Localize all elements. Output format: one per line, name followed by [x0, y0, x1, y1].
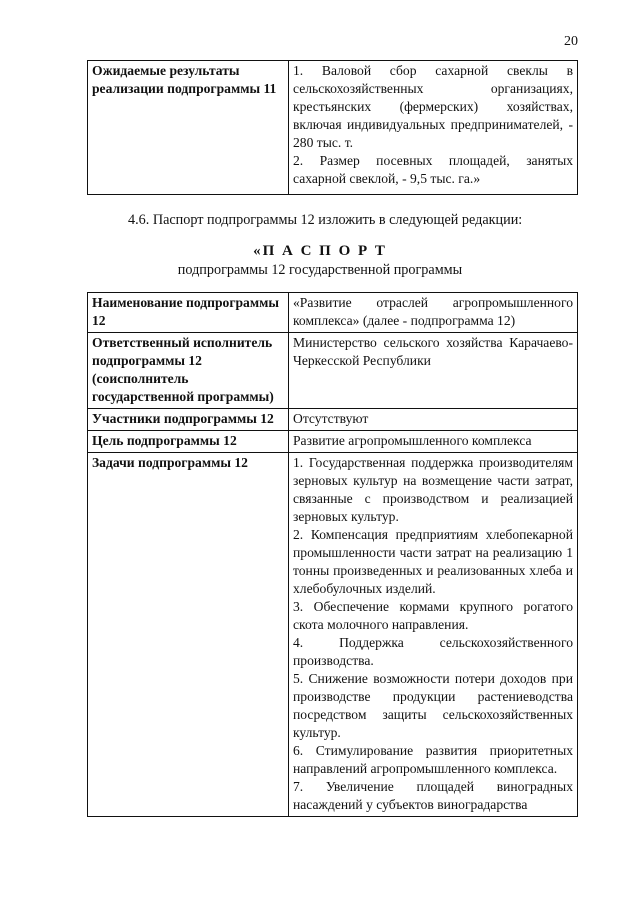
- list-item: 2. Размер посевных площадей, занятых сахарной свеклой, - 9,5 тыс. га.»: [293, 153, 573, 186]
- row-value: [289, 333, 578, 409]
- row-label: Ожидаемые результаты реализации подпрограммы 11: [88, 61, 289, 195]
- page-number: 20: [564, 34, 578, 49]
- list-item: 1. Государственная поддержка производителям зерновых культур на возмещение части затрат, связанные с производством и реализацией зерновых культур.: [293, 455, 573, 524]
- list-item: 7. Увеличение площадей виноградных насаждений у субъектов виноградарства: [293, 779, 573, 812]
- table-row: [88, 293, 578, 333]
- list-item: Отсутствуют: [293, 411, 369, 426]
- results-table: [87, 60, 578, 195]
- row-label: Задачи подпрограммы 12: [88, 453, 289, 817]
- row-value: [289, 409, 578, 431]
- list-item: «Развитие отраслей агропромышленного комплекса» (далее - подпрограмма 12): [293, 295, 573, 328]
- list-item: 1. Валовой сбор сахарной свеклы в сельскохозяйственных организациях, крестьянских (фермерских) хозяйствах, включая индивидуальных предпринимателей, - 280 тыс. т.: [293, 63, 573, 150]
- row-value: [289, 61, 578, 195]
- passport-table: [87, 292, 578, 817]
- row-label: Участники подпрограммы 12: [88, 409, 289, 431]
- list-item: 3. Обеспечение кормами крупного рогатого скота молочного направления.: [293, 599, 573, 632]
- table-row: [88, 333, 578, 409]
- row-value: [289, 453, 578, 817]
- section-note: 4.6. Паспорт подпрограммы 12 изложить в следующей редакции:: [128, 212, 523, 228]
- row-label: Наименование подпрограммы 12: [88, 293, 289, 333]
- list-item: Развитие агропромышленного комплекса: [293, 433, 532, 448]
- list-item: 6. Стимулирование развития приоритетных направлений агропромышленного комплекса.: [293, 743, 573, 776]
- row-label: Ответственный исполнитель подпрограммы 12 (соисполнитель государственной программы): [88, 333, 289, 409]
- table-row: [88, 453, 578, 817]
- passport-subtitle: подпрограммы 12 государственной программы: [177, 262, 463, 278]
- table-row: [88, 431, 578, 453]
- passport-title: «П А С П О Р Т: [253, 243, 387, 259]
- list-item: 5. Снижение возможности потери доходов при производстве продукции растениеводства посредством защиты сельскохозяйственных культур.: [293, 671, 573, 740]
- row-value: [289, 293, 578, 333]
- table-row: [88, 61, 578, 195]
- list-item: Министерство сельского хозяйства Карачаево-Черкесской Республики: [293, 335, 573, 368]
- row-label: Цель подпрограммы 12: [88, 431, 289, 453]
- row-value: [289, 431, 578, 453]
- list-item: 2. Компенсация предприятиям хлебопекарной промышленности части затрат на реализацию 1 тонны произведенных и реализованных хлеба и хлебобулочных изделий.: [293, 527, 573, 596]
- table-row: [88, 409, 578, 431]
- list-item: 4. Поддержка сельскохозяйственного производства.: [293, 635, 573, 668]
